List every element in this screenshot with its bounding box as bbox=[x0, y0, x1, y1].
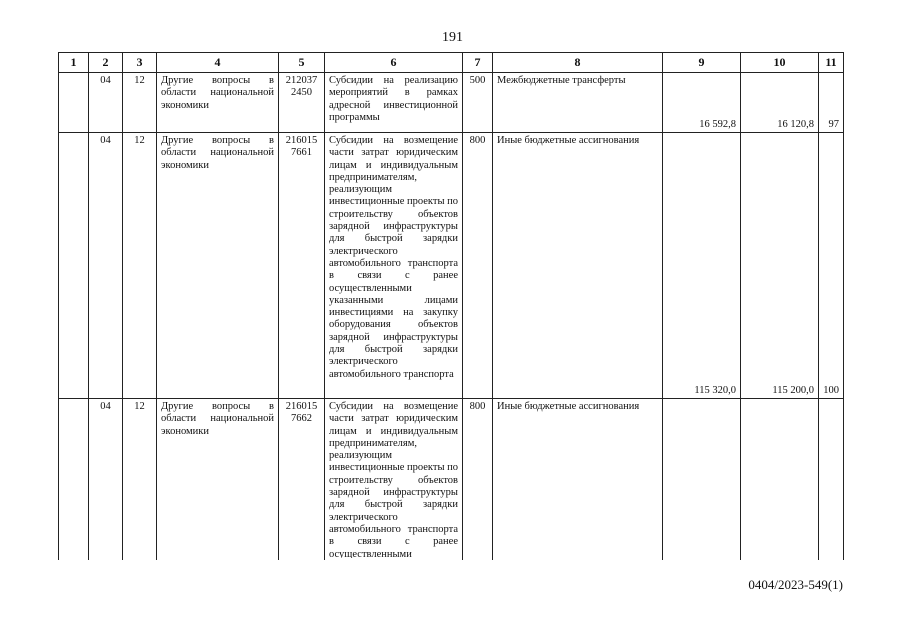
cell-percent: 100 bbox=[819, 133, 844, 399]
cell-section: 04 bbox=[89, 133, 123, 399]
page-number: 191 bbox=[442, 30, 463, 45]
table-row bbox=[59, 399, 844, 561]
cell-executed: 115 200,0 bbox=[741, 133, 819, 399]
cell-c1 bbox=[59, 133, 89, 399]
cell-target-code: 216015 7662 bbox=[279, 399, 325, 561]
cell-subsection: 12 bbox=[123, 399, 157, 561]
col-header-4: 4 bbox=[157, 53, 279, 73]
cell-description bbox=[325, 399, 463, 561]
cell-subsection: 12 bbox=[123, 73, 157, 133]
cell-expense-name: Иные бюджетные ассигнования bbox=[493, 133, 663, 399]
col-header-11: 11 bbox=[819, 53, 844, 73]
cell-subsection: 12 bbox=[123, 133, 157, 399]
col-header-6: 6 bbox=[325, 53, 463, 73]
cell-percent bbox=[819, 399, 844, 561]
cell-description-text: Субсидии на возмещение части затрат юридическим лицам и индивидуальным предпринимателям, реализующим инвестиционные проекты по строительству объектов зарядной инфраструктуры для быстрой зарядки электрического автомобильного транспорта в связи с ранее осуществленными bbox=[329, 401, 458, 558]
cell-section: 04 bbox=[89, 73, 123, 133]
cell-executed: 16 120,8 bbox=[741, 73, 819, 133]
cell-section-name: Другие вопросы в области национальной экономики bbox=[157, 73, 279, 133]
col-header-5: 5 bbox=[279, 53, 325, 73]
cell-expense-name: Иные бюджетные ассигнования bbox=[493, 399, 663, 561]
col-header-8: 8 bbox=[493, 53, 663, 73]
cell-c1 bbox=[59, 73, 89, 133]
document-code: 0404/2023-549(1) bbox=[748, 577, 843, 592]
table-row bbox=[59, 133, 844, 399]
col-header-3: 3 bbox=[123, 53, 157, 73]
cell-target-code: 216015 7661 bbox=[279, 133, 325, 399]
cell-section: 04 bbox=[89, 399, 123, 561]
cell-target-code: 212037 2450 bbox=[279, 73, 325, 133]
cell-planned bbox=[663, 399, 741, 561]
header-row bbox=[59, 53, 844, 73]
col-header-2: 2 bbox=[89, 53, 123, 73]
col-header-1: 1 bbox=[59, 53, 89, 73]
cell-expense-type: 800 bbox=[463, 133, 493, 399]
cell-executed bbox=[741, 399, 819, 561]
cell-description: Субсидии на возмещение части затрат юридическим лицам и индивидуальным предпринимателям, реализующим инвестиционные проекты по строительству объектов зарядной инфраструктуры для быстрой зарядки электрического автомобильного транспорта в связи с ранее осуществленными указанными лицами инвестициями на закупку оборудования объектов зарядной инфраструктуры для быстрой зарядки электрического автомобильного транспорта bbox=[325, 133, 463, 399]
col-header-7: 7 bbox=[463, 53, 493, 73]
cell-planned: 115 320,0 bbox=[663, 133, 741, 399]
cell-expense-type: 800 bbox=[463, 399, 493, 561]
cell-c1 bbox=[59, 399, 89, 561]
cell-section-name: Другие вопросы в области национальной экономики bbox=[157, 399, 279, 561]
col-header-10: 10 bbox=[741, 53, 819, 73]
cell-description: Субсидии на реализацию мероприятий в рамках адресной инвестиционной программы bbox=[325, 73, 463, 133]
cell-planned: 16 592,8 bbox=[663, 73, 741, 133]
cell-expense-type: 500 bbox=[463, 73, 493, 133]
col-header-9: 9 bbox=[663, 53, 741, 73]
cell-section-name: Другие вопросы в области национальной экономики bbox=[157, 133, 279, 399]
table-row bbox=[59, 73, 844, 133]
cell-expense-name: Межбюджетные трансферты bbox=[493, 73, 663, 133]
budget-table bbox=[58, 52, 844, 560]
cell-percent: 97 bbox=[819, 73, 844, 133]
